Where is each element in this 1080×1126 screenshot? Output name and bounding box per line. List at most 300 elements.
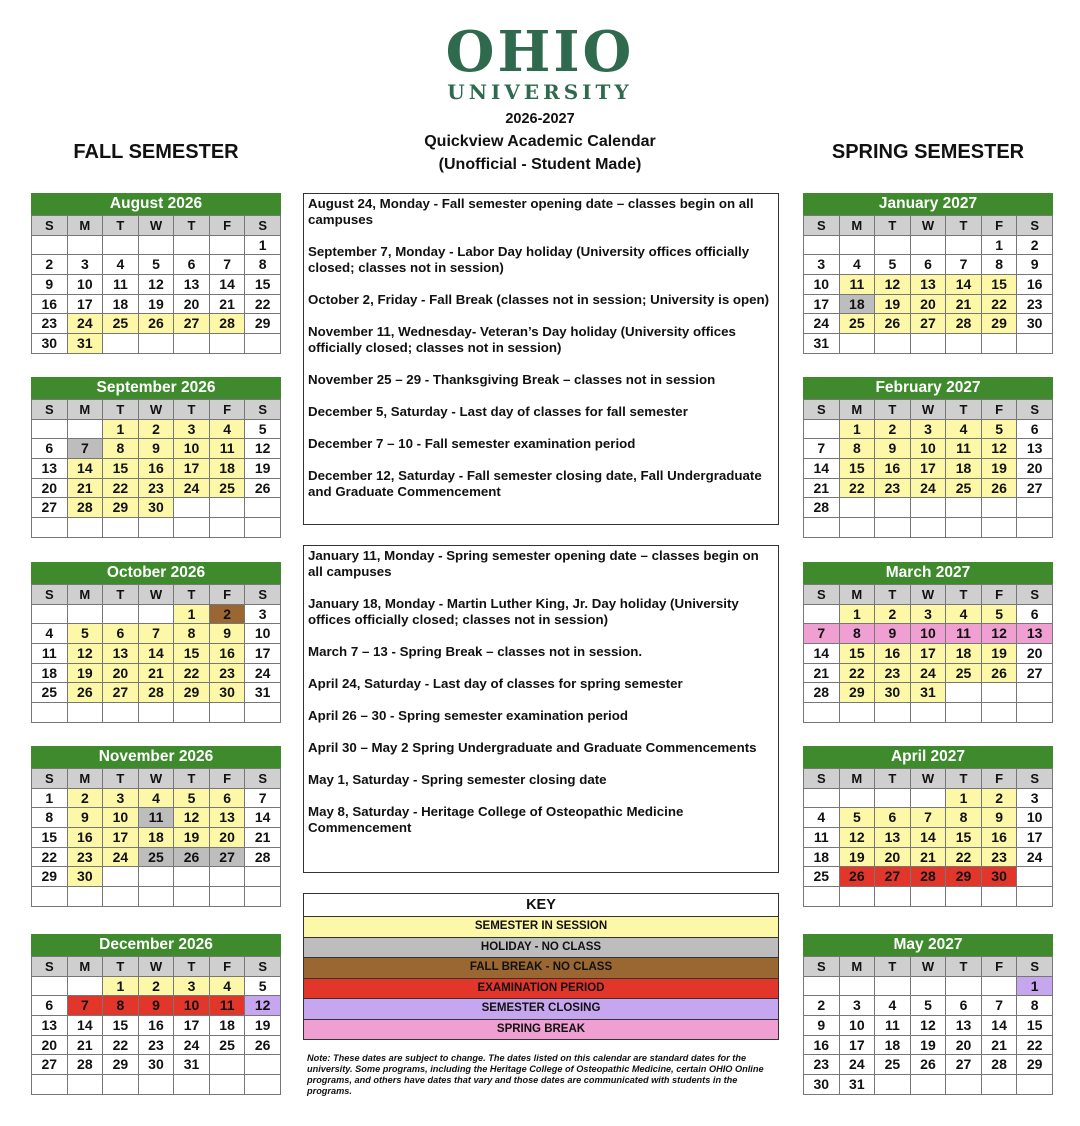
week-row bbox=[804, 1075, 1053, 1095]
day-cell bbox=[103, 605, 139, 625]
day-cell: 6 bbox=[946, 996, 982, 1016]
day-cell: 6 bbox=[174, 255, 210, 275]
weekday-label: S bbox=[804, 216, 840, 236]
weekday-label: M bbox=[840, 400, 876, 420]
month-calendar bbox=[31, 746, 281, 907]
weekday-label: M bbox=[840, 769, 876, 789]
day-cell bbox=[139, 703, 175, 723]
day-cell: 21 bbox=[68, 1036, 104, 1056]
day-cell bbox=[982, 334, 1018, 354]
month-calendar bbox=[803, 377, 1053, 538]
weekday-header bbox=[804, 400, 1053, 420]
day-cell: 6 bbox=[32, 439, 68, 459]
day-cell: 2 bbox=[804, 996, 840, 1016]
day-cell bbox=[210, 1055, 246, 1075]
day-cell bbox=[32, 977, 68, 997]
day-cell: 1 bbox=[103, 420, 139, 440]
day-cell: 1 bbox=[103, 977, 139, 997]
day-cell: 8 bbox=[840, 439, 876, 459]
day-cell: 26 bbox=[840, 867, 876, 887]
day-cell: 31 bbox=[245, 683, 281, 703]
day-cell bbox=[804, 977, 840, 997]
day-cell: 23 bbox=[1017, 295, 1053, 315]
day-cell: 15 bbox=[982, 275, 1018, 295]
day-cell bbox=[245, 334, 281, 354]
week-row bbox=[804, 703, 1053, 723]
weekday-label: T bbox=[174, 957, 210, 977]
day-cell: 28 bbox=[68, 498, 104, 518]
day-cell: 24 bbox=[840, 1055, 876, 1075]
key-item: SEMESTER CLOSING bbox=[304, 999, 778, 1020]
day-cell: 2 bbox=[68, 789, 104, 809]
weekday-label: W bbox=[911, 769, 947, 789]
weekday-label: S bbox=[804, 957, 840, 977]
day-cell: 11 bbox=[103, 275, 139, 295]
day-cell bbox=[103, 334, 139, 354]
day-cell: 17 bbox=[103, 828, 139, 848]
weekday-header bbox=[32, 400, 281, 420]
day-cell: 4 bbox=[103, 255, 139, 275]
day-cell: 8 bbox=[840, 624, 876, 644]
weekday-label: W bbox=[911, 957, 947, 977]
day-cell: 9 bbox=[875, 624, 911, 644]
day-cell: 17 bbox=[911, 644, 947, 664]
weekday-label: T bbox=[946, 585, 982, 605]
day-cell: 11 bbox=[139, 808, 175, 828]
event-item: September 7, Monday - Labor Day holiday (University offices officially closed; classes not in session) bbox=[308, 244, 750, 275]
day-cell: 13 bbox=[174, 275, 210, 295]
day-cell bbox=[911, 1075, 947, 1095]
day-cell: 7 bbox=[911, 808, 947, 828]
week-row bbox=[32, 808, 281, 828]
day-cell: 15 bbox=[245, 275, 281, 295]
week-row bbox=[804, 439, 1053, 459]
day-cell bbox=[103, 1075, 139, 1095]
weekday-label: F bbox=[982, 769, 1018, 789]
day-cell: 5 bbox=[840, 808, 876, 828]
page-title: Quickview Academic Calendar bbox=[424, 133, 656, 150]
day-cell: 6 bbox=[1017, 605, 1053, 625]
day-cell bbox=[139, 1075, 175, 1095]
day-cell: 27 bbox=[174, 314, 210, 334]
day-cell bbox=[982, 977, 1018, 997]
week-row bbox=[804, 459, 1053, 479]
day-cell bbox=[840, 498, 876, 518]
day-cell bbox=[245, 867, 281, 887]
disclaimer-note: Note: These dates are subject to change. The dates listed on this calendar are standard dates for the university. Some programs, including the Heritage College of Osteopathic Medicine, certain OHIO Online programs, and others have dates that vary and those dates are communicated with students in the programs. bbox=[307, 1053, 764, 1096]
month-calendar bbox=[31, 562, 281, 723]
week-row bbox=[32, 1075, 281, 1095]
day-cell: 4 bbox=[804, 808, 840, 828]
week-row bbox=[32, 828, 281, 848]
day-cell: 27 bbox=[946, 1055, 982, 1075]
day-cell bbox=[32, 605, 68, 625]
weekday-label: T bbox=[946, 957, 982, 977]
day-cell bbox=[174, 887, 210, 907]
day-cell bbox=[946, 498, 982, 518]
week-row bbox=[32, 439, 281, 459]
day-cell: 20 bbox=[32, 1036, 68, 1056]
day-cell: 23 bbox=[210, 664, 246, 684]
fall-events-box bbox=[303, 193, 779, 525]
weekday-label: W bbox=[139, 769, 175, 789]
week-row bbox=[32, 498, 281, 518]
day-cell: 5 bbox=[245, 977, 281, 997]
day-cell: 16 bbox=[139, 459, 175, 479]
event-item: December 7 – 10 - Fall semester examination period bbox=[308, 436, 636, 451]
day-cell: 24 bbox=[103, 848, 139, 868]
day-cell: 3 bbox=[68, 255, 104, 275]
day-cell bbox=[875, 887, 911, 907]
day-cell: 10 bbox=[1017, 808, 1053, 828]
day-cell: 4 bbox=[32, 624, 68, 644]
day-cell: 11 bbox=[32, 644, 68, 664]
logo-university: UNIVERSITY bbox=[447, 80, 633, 104]
day-cell: 19 bbox=[68, 664, 104, 684]
day-cell: 28 bbox=[911, 867, 947, 887]
day-cell: 8 bbox=[103, 996, 139, 1016]
day-cell: 24 bbox=[68, 314, 104, 334]
day-cell: 25 bbox=[103, 314, 139, 334]
day-cell: 15 bbox=[174, 644, 210, 664]
day-cell: 15 bbox=[840, 644, 876, 664]
day-cell: 10 bbox=[840, 1016, 876, 1036]
day-cell: 13 bbox=[32, 1016, 68, 1036]
day-cell bbox=[174, 518, 210, 538]
day-cell: 6 bbox=[103, 624, 139, 644]
day-cell bbox=[1017, 498, 1053, 518]
day-cell: 13 bbox=[210, 808, 246, 828]
day-cell: 14 bbox=[210, 275, 246, 295]
day-cell: 29 bbox=[1017, 1055, 1053, 1075]
day-cell: 27 bbox=[32, 498, 68, 518]
day-cell bbox=[210, 1075, 246, 1095]
weekday-label: S bbox=[1017, 216, 1053, 236]
day-cell: 5 bbox=[245, 420, 281, 440]
day-cell bbox=[804, 887, 840, 907]
event-item: April 24, Saturday - Last day of classes for spring semester bbox=[308, 676, 683, 691]
day-cell: 30 bbox=[32, 334, 68, 354]
week-row bbox=[32, 664, 281, 684]
month-title: January 2027 bbox=[803, 193, 1053, 215]
day-cell: 25 bbox=[804, 867, 840, 887]
day-cell: 23 bbox=[139, 1036, 175, 1056]
day-cell bbox=[174, 1075, 210, 1095]
weekday-label: M bbox=[840, 957, 876, 977]
day-cell: 12 bbox=[139, 275, 175, 295]
day-cell bbox=[103, 236, 139, 256]
day-cell: 7 bbox=[139, 624, 175, 644]
day-cell: 4 bbox=[946, 420, 982, 440]
weekday-label: S bbox=[1017, 957, 1053, 977]
weekday-header bbox=[804, 769, 1053, 789]
day-cell bbox=[982, 518, 1018, 538]
weekday-label: F bbox=[982, 216, 1018, 236]
day-cell: 1 bbox=[245, 236, 281, 256]
day-cell: 6 bbox=[32, 996, 68, 1016]
week-row bbox=[804, 624, 1053, 644]
day-cell: 12 bbox=[982, 624, 1018, 644]
day-cell: 9 bbox=[68, 808, 104, 828]
day-cell: 1 bbox=[840, 420, 876, 440]
day-cell: 31 bbox=[911, 683, 947, 703]
day-cell bbox=[911, 703, 947, 723]
day-cell: 10 bbox=[911, 439, 947, 459]
weekday-label: W bbox=[911, 585, 947, 605]
weekday-label: F bbox=[210, 216, 246, 236]
day-cell: 20 bbox=[210, 828, 246, 848]
day-cell: 15 bbox=[1017, 1016, 1053, 1036]
day-cell bbox=[875, 789, 911, 809]
day-cell: 11 bbox=[946, 624, 982, 644]
day-cell: 28 bbox=[68, 1055, 104, 1075]
day-cell bbox=[804, 236, 840, 256]
day-cell bbox=[1017, 334, 1053, 354]
day-cell: 8 bbox=[982, 255, 1018, 275]
event-item: October 2, Friday - Fall Break (classes not in session; University is open) bbox=[308, 292, 770, 307]
month-title: April 2027 bbox=[803, 746, 1053, 768]
day-cell bbox=[875, 703, 911, 723]
color-key bbox=[303, 893, 779, 1040]
day-cell: 3 bbox=[1017, 789, 1053, 809]
day-cell bbox=[103, 867, 139, 887]
day-cell: 31 bbox=[804, 334, 840, 354]
day-cell: 16 bbox=[1017, 275, 1053, 295]
day-cell bbox=[875, 977, 911, 997]
weekday-label: S bbox=[245, 216, 281, 236]
weekday-label: S bbox=[804, 769, 840, 789]
week-row bbox=[32, 703, 281, 723]
event-item: April 26 – 30 - Spring semester examination period bbox=[308, 708, 628, 723]
month-title: February 2027 bbox=[803, 377, 1053, 399]
day-cell bbox=[245, 1075, 281, 1095]
day-cell bbox=[840, 977, 876, 997]
day-cell: 18 bbox=[139, 828, 175, 848]
day-cell bbox=[68, 518, 104, 538]
day-cell: 6 bbox=[210, 789, 246, 809]
day-cell: 3 bbox=[911, 420, 947, 440]
day-cell: 16 bbox=[32, 295, 68, 315]
day-cell: 12 bbox=[245, 996, 281, 1016]
week-row bbox=[32, 459, 281, 479]
week-row bbox=[804, 275, 1053, 295]
day-cell bbox=[245, 1055, 281, 1075]
day-cell: 7 bbox=[245, 789, 281, 809]
weekday-label: F bbox=[210, 957, 246, 977]
day-cell: 26 bbox=[245, 1036, 281, 1056]
event-item: August 24, Monday - Fall semester opening date – classes begin on all campuses bbox=[308, 196, 754, 227]
day-cell: 13 bbox=[1017, 439, 1053, 459]
day-cell bbox=[210, 887, 246, 907]
day-cell: 15 bbox=[32, 828, 68, 848]
spring-semester-title: SPRING SEMESTER bbox=[831, 141, 1025, 163]
weekday-label: S bbox=[245, 769, 281, 789]
weekday-label: T bbox=[946, 400, 982, 420]
week-row bbox=[804, 255, 1053, 275]
day-cell: 24 bbox=[174, 479, 210, 499]
day-cell: 20 bbox=[1017, 459, 1053, 479]
day-cell bbox=[840, 518, 876, 538]
key-item: SEMESTER IN SESSION bbox=[304, 917, 778, 938]
day-cell: 22 bbox=[245, 295, 281, 315]
day-cell bbox=[875, 498, 911, 518]
day-cell: 5 bbox=[174, 789, 210, 809]
day-cell: 27 bbox=[911, 314, 947, 334]
week-row bbox=[804, 1016, 1053, 1036]
weekday-header bbox=[32, 769, 281, 789]
day-cell: 12 bbox=[982, 439, 1018, 459]
day-cell: 27 bbox=[210, 848, 246, 868]
week-row bbox=[804, 314, 1053, 334]
week-row bbox=[804, 420, 1053, 440]
week-row bbox=[32, 887, 281, 907]
day-cell bbox=[1017, 1075, 1053, 1095]
weekday-label: T bbox=[103, 585, 139, 605]
weekday-label: T bbox=[875, 216, 911, 236]
event-item: January 11, Monday - Spring semester opening date – classes begin on all campuses bbox=[308, 548, 759, 579]
day-cell: 29 bbox=[840, 683, 876, 703]
day-cell bbox=[946, 887, 982, 907]
week-row bbox=[32, 848, 281, 868]
day-cell: 9 bbox=[139, 996, 175, 1016]
day-cell: 14 bbox=[245, 808, 281, 828]
week-row bbox=[32, 420, 281, 440]
day-cell: 6 bbox=[1017, 420, 1053, 440]
day-cell: 19 bbox=[174, 828, 210, 848]
day-cell: 27 bbox=[1017, 479, 1053, 499]
day-cell: 3 bbox=[911, 605, 947, 625]
day-cell bbox=[139, 518, 175, 538]
day-cell: 17 bbox=[1017, 828, 1053, 848]
day-cell bbox=[946, 1075, 982, 1095]
day-cell: 25 bbox=[210, 479, 246, 499]
day-cell: 29 bbox=[32, 867, 68, 887]
day-cell: 9 bbox=[1017, 255, 1053, 275]
event-item: December 12, Saturday - Fall semester closing date, Fall Undergraduate and Graduate Commencement bbox=[308, 468, 762, 499]
day-cell bbox=[875, 1075, 911, 1095]
day-cell bbox=[32, 1075, 68, 1095]
day-cell: 30 bbox=[982, 867, 1018, 887]
day-cell: 25 bbox=[210, 1036, 246, 1056]
month-title: December 2026 bbox=[31, 934, 281, 956]
day-cell bbox=[911, 236, 947, 256]
day-cell: 13 bbox=[875, 828, 911, 848]
day-cell: 10 bbox=[174, 439, 210, 459]
day-cell: 20 bbox=[32, 479, 68, 499]
day-cell bbox=[840, 334, 876, 354]
day-cell: 11 bbox=[210, 996, 246, 1016]
day-cell: 8 bbox=[245, 255, 281, 275]
day-cell: 4 bbox=[139, 789, 175, 809]
week-row bbox=[804, 1055, 1053, 1075]
day-cell: 24 bbox=[1017, 848, 1053, 868]
day-cell: 8 bbox=[946, 808, 982, 828]
weekday-header bbox=[32, 216, 281, 236]
day-cell: 11 bbox=[946, 439, 982, 459]
day-cell bbox=[946, 703, 982, 723]
day-cell: 8 bbox=[32, 808, 68, 828]
event-item: March 7 – 13 - Spring Break – classes not in session. bbox=[308, 644, 643, 659]
day-cell: 5 bbox=[911, 996, 947, 1016]
day-cell: 27 bbox=[875, 867, 911, 887]
day-cell: 19 bbox=[911, 1036, 947, 1056]
day-cell bbox=[139, 887, 175, 907]
day-cell bbox=[1017, 518, 1053, 538]
day-cell: 29 bbox=[982, 314, 1018, 334]
day-cell: 1 bbox=[982, 236, 1018, 256]
weekday-label: T bbox=[103, 216, 139, 236]
week-row bbox=[804, 236, 1053, 256]
day-cell: 10 bbox=[103, 808, 139, 828]
day-cell bbox=[68, 887, 104, 907]
day-cell bbox=[174, 236, 210, 256]
day-cell: 20 bbox=[103, 664, 139, 684]
day-cell: 18 bbox=[840, 295, 876, 315]
day-cell bbox=[982, 887, 1018, 907]
weekday-label: T bbox=[946, 216, 982, 236]
day-cell: 27 bbox=[32, 1055, 68, 1075]
day-cell: 5 bbox=[139, 255, 175, 275]
day-cell bbox=[840, 887, 876, 907]
day-cell bbox=[68, 977, 104, 997]
day-cell: 14 bbox=[68, 459, 104, 479]
day-cell: 1 bbox=[840, 605, 876, 625]
day-cell: 28 bbox=[210, 314, 246, 334]
day-cell: 28 bbox=[946, 314, 982, 334]
day-cell: 9 bbox=[804, 1016, 840, 1036]
weekday-label: W bbox=[139, 585, 175, 605]
day-cell: 29 bbox=[174, 683, 210, 703]
day-cell: 28 bbox=[139, 683, 175, 703]
day-cell bbox=[840, 236, 876, 256]
event-item: May 1, Saturday - Spring semester closing date bbox=[308, 772, 607, 787]
day-cell: 16 bbox=[875, 459, 911, 479]
month-title: May 2027 bbox=[803, 934, 1053, 956]
day-cell: 14 bbox=[946, 275, 982, 295]
day-cell bbox=[245, 887, 281, 907]
day-cell: 29 bbox=[245, 314, 281, 334]
day-cell: 30 bbox=[139, 498, 175, 518]
day-cell bbox=[103, 887, 139, 907]
day-cell bbox=[875, 518, 911, 538]
week-row bbox=[32, 255, 281, 275]
day-cell: 25 bbox=[139, 848, 175, 868]
day-cell: 19 bbox=[245, 459, 281, 479]
week-row bbox=[32, 295, 281, 315]
day-cell bbox=[911, 334, 947, 354]
month-title: March 2027 bbox=[803, 562, 1053, 584]
day-cell bbox=[210, 867, 246, 887]
key-item: FALL BREAK - NO CLASS bbox=[304, 958, 778, 979]
day-cell bbox=[875, 334, 911, 354]
day-cell bbox=[804, 518, 840, 538]
weekday-label: S bbox=[1017, 769, 1053, 789]
day-cell: 1 bbox=[946, 789, 982, 809]
day-cell: 26 bbox=[174, 848, 210, 868]
day-cell bbox=[982, 703, 1018, 723]
day-cell bbox=[68, 703, 104, 723]
day-cell bbox=[946, 334, 982, 354]
day-cell: 5 bbox=[982, 420, 1018, 440]
day-cell: 22 bbox=[946, 848, 982, 868]
day-cell bbox=[210, 703, 246, 723]
day-cell: 18 bbox=[875, 1036, 911, 1056]
day-cell bbox=[911, 498, 947, 518]
day-cell: 23 bbox=[139, 479, 175, 499]
day-cell: 11 bbox=[804, 828, 840, 848]
day-cell: 3 bbox=[103, 789, 139, 809]
day-cell: 10 bbox=[245, 624, 281, 644]
